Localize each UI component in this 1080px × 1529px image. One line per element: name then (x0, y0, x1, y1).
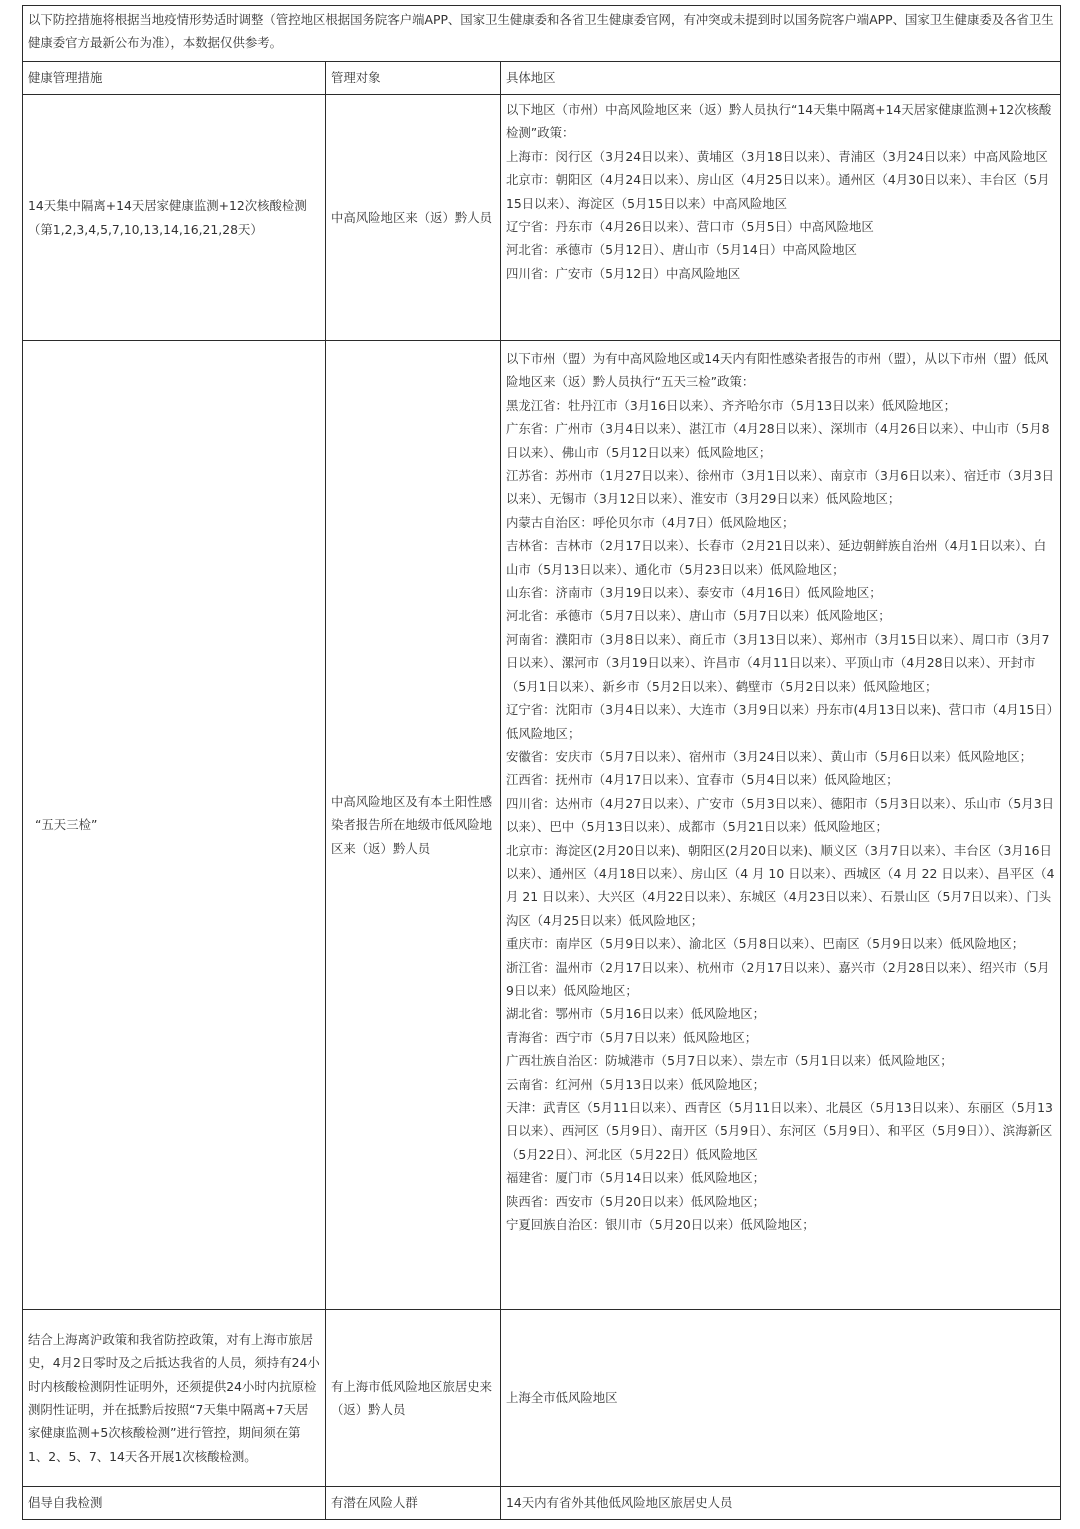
area-line: 天津：武青区（5月11日以来）、西青区（5月11日以来）、北晨区（5月13日以来）、东丽区（5月13日以来）、西河区（5月9日）、南开区（5月9日）、东河区（5月9日）、和平区（5月9日））、滨海新区（5月22日）、河北区（5月22日）低风险地区 (506, 1100, 1053, 1162)
area-line: 四川省：达州市（4月27日以来）、广安市（5月3日以来）、德阳市（5月3日以来）、乐山市（5月3日以来）、巴中（5月13日以来）、成都市（5月21日以来）低风险地区； (506, 795, 1054, 835)
area-line: 北京市：朝阳区（4月24日以来）、房山区（4月25日以来）。通州区（4月30日以来）、丰台区（5月15日以来）、海淀区（5月15日以来）中高风险地区 (506, 172, 1050, 211)
table-row (23, 1310, 1061, 1487)
area-line: 吉林省：吉林市（2月17日以来）、长春市（2月21日以来）、延边朝鲜族自治州（4月1日以来）、白山市（5月13日以来）、通化市（5月23日以来）低风险地区； (506, 538, 1047, 577)
notice-cell: 以下防控措施将根据当地疫情形势适时调整（管控地区根据国务院客户端APP、国家卫生健康委和各省卫生健康委官网，有冲突或未提到时以国务院客户端APP、国家卫生健康委及各省卫生健康委官方最新公布为准），本数据仅供参考。 (23, 6, 1061, 62)
area-line: 河北省：承德市（5月7日以来）、唐山市（5月7日以来）低风险地区； (506, 608, 891, 624)
area-cell (501, 95, 1061, 341)
target-cell: 中高风险地区来（返）黔人员 (326, 95, 501, 341)
area-line: 四川省：广安市（5月12日）中高风险地区 (506, 265, 741, 281)
area-line: 以下市州（盟）为有中高风险地区或14天内有阳性感染者报告的市州（盟），从以下市州（盟）低风险地区来（返）黔人员执行“五天三检”政策： (506, 351, 1049, 390)
area-line: 黑龙江省：牡丹江市（3月16日以来）、齐齐哈尔市（5月13日以来）低风险地区； (506, 397, 956, 413)
measure-cell: 结合上海离沪政策和我省防控政策，对有上海市旅居史，4月2日零时及之后抵达我省的人员，须持有24小时内核酸检测阴性证明外，还须提供24小时内抗原检测阴性证明，并在抵黔后按照“7天集中隔离+7天居家健康监测+5次核酸检测”进行管控，期间须在第 1、2、5、7、14天各开展1次核酸检测。 (23, 1310, 326, 1487)
area-cell (501, 1310, 1061, 1487)
area-cell (501, 341, 1061, 1310)
policy-table (22, 5, 1061, 1520)
table-row (23, 1487, 1061, 1520)
area-line: 江苏省：苏州市（1月27日以来）、徐州市（3月1日以来）、南京市（3月6日以来）、宿迁市（3月3日以来）、无锡市（3月12日以来）、淮安市（3月29日以来）低风险地区； (506, 468, 1054, 507)
area-line: 北京市：海淀区(2月20日以来)、朝阳区(2月20日以来)、顺义区（3月7日以来）、丰台区（3月16日以来）、通州区（4月18日以来）、房山区（4 月 10 日以来）、西城区（4 月 22 日以来）、昌平区（4 月 21 日以来）、大兴区（4月22日以来）、东城区（4月23日以来）、石景山区（5月7日以来）、门头沟区（4月25日以来）低风险地区； (506, 842, 1055, 928)
header-measure: 健康管理措施 (23, 62, 326, 95)
target-cell: 有潜在风险人群 (326, 1487, 501, 1520)
area-line: 湖北省：鄂州市（5月16日以来）低风险地区； (506, 1006, 766, 1022)
measure-cell: 倡导自我检测 (23, 1487, 326, 1520)
area-line: 广东省：广州市（3月4日以来）、湛江市（4月28日以来）、深圳市（4月26日以来）、中山市（5月8日以来）、佛山市（5月12日以来）低风险地区； (506, 421, 1050, 460)
area-line: 上海全市低风险地区 (506, 1390, 618, 1406)
area-line: 安徽省：安庆市（5月7日以来）、宿州市（3月24日以来）、黄山市（5月6日以来）低风险地区； (506, 748, 1033, 764)
table-row (23, 341, 1061, 1310)
area-line: 辽宁省：丹东市（4月26日以来）、营口市（5月5日）中高风险地区 (506, 219, 874, 235)
table-row (23, 95, 1061, 341)
area-line: 云南省：红河州（5月13日以来）低风险地区； (506, 1076, 766, 1092)
area-line: 江西省：抚州市（4月17日以来）、宜春市（5月4日以来）低风险地区； (506, 772, 899, 788)
area-line: 内蒙古自治区：呼伦贝尔市（4月7日）低风险地区； (506, 514, 795, 530)
header-target: 管理对象 (326, 62, 501, 95)
area-line: 宁夏回族自治区：银川市（5月20日以来）低风险地区； (506, 1217, 815, 1233)
area-line: 青海省：西宁市（5月7日以来）低风险地区； (506, 1029, 758, 1045)
area-line: 福建省：厦门市（5月14日以来）低风险地区； (506, 1170, 766, 1186)
area-line: 广西壮族自治区：防城港市（5月7日以来）、崇左市（5月1日以来）低风险地区； (506, 1053, 953, 1069)
area-line: 辽宁省：沈阳市（3月4日以来）、大连市（3月9日以来）丹东市(4月13日以来)、营口市（4月15日）低风险地区； (506, 702, 1053, 741)
target-cell: 有上海市低风险地区旅居史来（返）黔人员 (326, 1310, 501, 1487)
target-cell: 中高风险地区及有本土阳性感染者报告所在地级市低风险地区来（返）黔人员 (326, 341, 501, 1310)
area-line: 以下地区（市州）中高风险地区来（返）黔人员执行“14天集中隔离+14天居家健康监测+12次核酸检测”政策： (506, 102, 1052, 141)
area-line: 浙江省：温州市（2月17日以来）、杭州市（2月17日以来）、嘉兴市（2月28日以来）、绍兴市（5月9日以来）低风险地区； (506, 959, 1050, 998)
area-line: 山东省：济南市（3月19日以来）、泰安市（4月16日）低风险地区； (506, 585, 882, 601)
header-area: 具体地区 (501, 62, 1061, 95)
area-line: 河北省：承德市（5月12日）、唐山市（5月14日）中高风险地区 (506, 242, 857, 258)
header-row (23, 62, 1061, 95)
area-line: 河南省：濮阳市（3月8日以来）、商丘市（3月13日以来）、郑州市（3月15日以来）、周口市（3月7日以来）、漯河市（3月19日以来）、许昌市（4月11日以来）、平顶山市（4月28日以来）、开封市（5月1日以来）、新乡市（5月2日以来）、鹤壁市（5月2日以来）低风险地区； (506, 631, 1050, 694)
area-line: 陕西省：西安市（5月20日以来）低风险地区； (506, 1193, 766, 1209)
area-line: 上海市：闵行区（3月24日以来）、黄埔区（3月18日以来）、青浦区（3月24日以来）中高风险地区 (506, 148, 1048, 164)
area-line: 重庆市：南岸区（5月9日以来）、渝北区（5月8日以来）、巴南区（5月9日以来）低风险地区； (506, 936, 1025, 952)
measure-cell: 14天集中隔离+14天居家健康监测+12次核酸检测（第1,2,3,4,5,7,10,13,14,16,21,28天） (23, 95, 326, 341)
policy-table-container (22, 5, 1060, 1520)
area-cell (501, 1487, 1061, 1520)
area-line: 14天内有省外其他低风险地区旅居史人员 (506, 1495, 733, 1511)
measure-cell: “五天三检” (23, 341, 326, 1310)
